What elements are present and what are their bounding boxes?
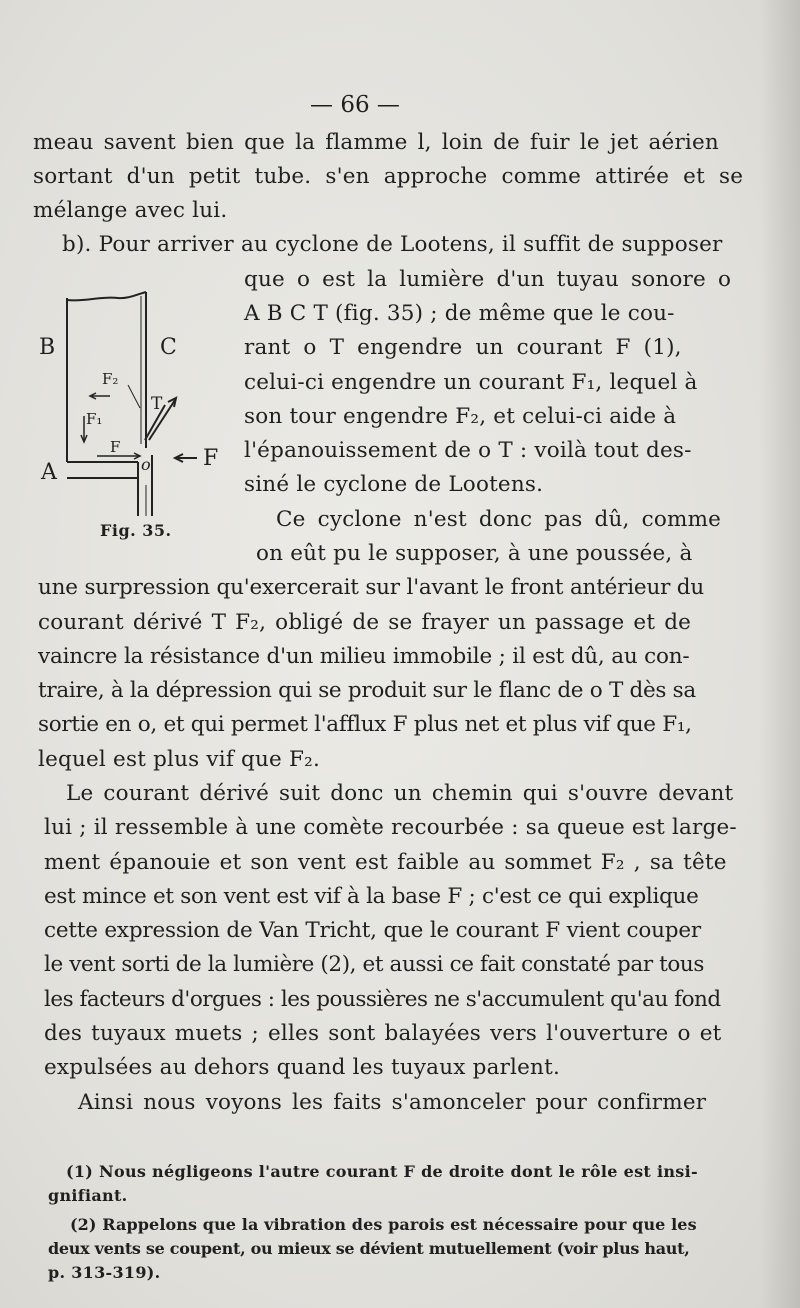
figure-label-o: o [141,455,151,474]
text-line: est mince et son vent est vif à la base F ; c'est ce qui explique [44,884,699,909]
page-edge-shadow [760,0,800,1308]
text-line: siné le cyclone de Lootens. [244,472,544,497]
text-line: lui ; il ressemble à une comète recourbée : sa queue est large- [44,815,737,840]
text-line: vaincre la résistance d'un milieu immobile ; il est dû, au con- [38,644,690,669]
text-line: on eût pu le supposer, à une poussée, à [256,541,693,566]
text-line: rant o T engendre un courant F (1), [244,335,682,360]
text-line: des tuyaux muets ; elles sont balayées vers l'ouverture o et [44,1021,722,1046]
text-line: sortant d'un petit tube. s'en approche comme attirée et se [33,164,744,189]
figure-caption: Fig. 35. [100,521,172,540]
page-number: — 66 — [310,92,400,118]
text-line: celui-ci engendre un courant F₁, lequel à [244,370,698,395]
text-line: Ce cyclone n'est donc pas dû, comme [276,507,722,532]
text-line: l'épanouissement de o T : voilà tout des- [244,438,692,463]
figure-label-f-inner: F [110,438,121,456]
figure-label-f2: F₂ [102,370,119,388]
footnote-line: p. 313-319). [48,1263,161,1282]
figure-label-b: B [39,335,56,360]
text-line: cette expression de Van Tricht, que le courant F vient couper [44,918,701,943]
text-line: lequel est plus vif que F₂. [38,747,320,772]
text-line: expulsées au dehors quand les tuyaux parlent. [44,1055,560,1080]
figure-label-t: T [151,394,163,414]
text-line: courant dérivé T F₂, obligé de se frayer un passage et de [38,610,692,635]
footnote-line: (1) Nous négligeons l'autre courant F de droite dont le rôle est insi- [66,1162,698,1181]
footnote-line: (2) Rappelons que la vibration des parois est nécessaire pour que les [70,1215,697,1234]
text-line: traire, à la dépression qui se produit sur le flanc de o T dès sa [38,678,696,703]
text-line: ment épanouie et son vent est faible au sommet F₂ , sa tête [44,850,727,875]
text-line: sortie en o, et qui permet l'afflux F plus net et plus vif que F₁, [38,712,692,737]
text-line: Le courant dérivé suit donc un chemin qui s'ouvre devant [66,781,734,806]
text-line: b). Pour arriver au cyclone de Lootens, il suffit de supposer [62,232,723,257]
text-line: meau savent bien que la flamme l, loin de fuir le jet aérien [33,130,719,155]
text-line: que o est la lumière d'un tuyau sonore o [244,267,732,292]
figure-label-f1: F₁ [86,410,103,428]
text-line: son tour engendre F₂, et celui-ci aide à [244,404,677,429]
figure-label-f-right: F [203,446,219,471]
footnote-line: deux vents se coupent, ou mieux se dévient mutuellement (voir plus haut, [48,1239,690,1258]
text-line: Ainsi nous voyons les faits s'amonceler pour confirmer [78,1090,707,1115]
footnote-line: gnifiant. [48,1186,128,1205]
figure-label-a: A [41,460,57,485]
figure-label-c: C [160,335,177,360]
text-line: le vent sorti de la lumière (2), et aussi ce fait constaté par tous [44,952,704,977]
text-line: une surpression qu'exercerait sur l'avant le front antérieur du [38,575,705,600]
text-line: mélange avec lui. [33,198,228,223]
text-line: A B C T (fig. 35) ; de même que le cou- [244,301,675,326]
text-line: les facteurs d'orgues : les poussières ne s'accumulent qu'au fond [44,987,721,1012]
